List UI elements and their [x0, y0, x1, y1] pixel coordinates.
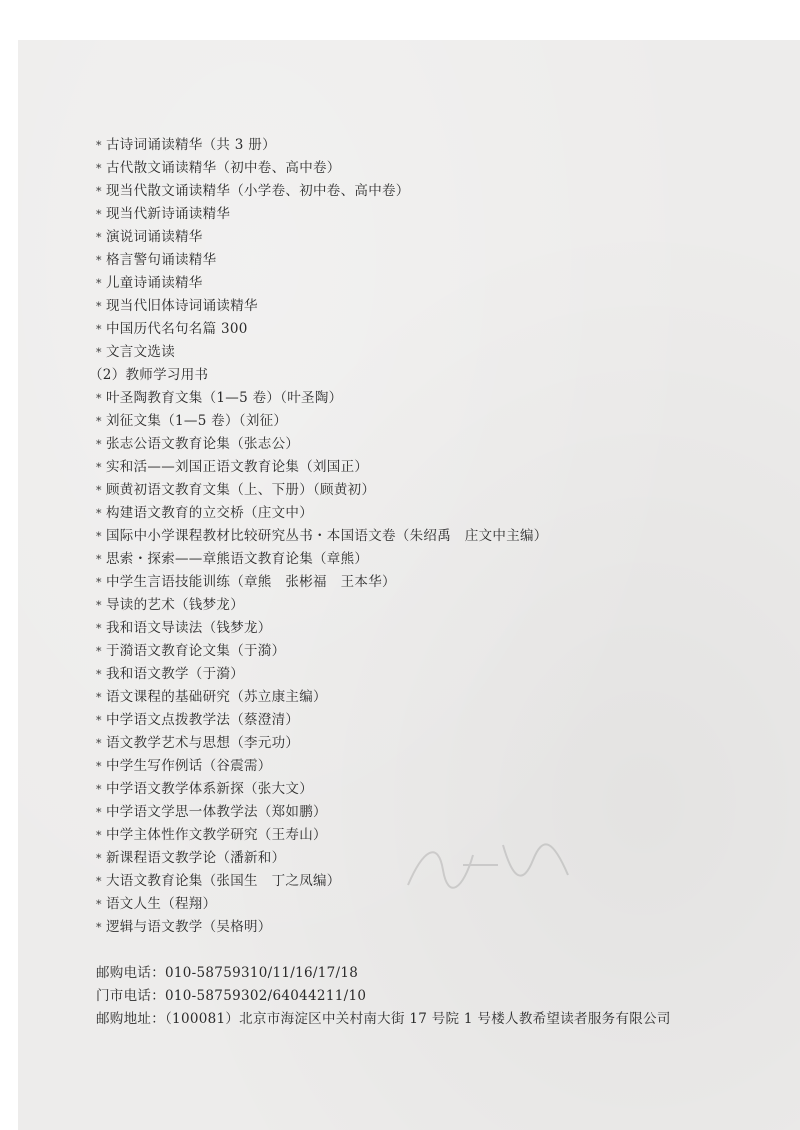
list-item: * 构建语文教育的立交桥（庄文中） — [96, 502, 548, 525]
list-item: * 顾黄初语文教育文集（上、下册）（顾黄初） — [96, 479, 548, 502]
list-item: * 儿童诗诵读精华 — [96, 272, 548, 295]
list-item: * 新课程语文教学论（潘新和） — [96, 847, 548, 870]
list-item: * 我和语文导读法（钱梦龙） — [96, 617, 548, 640]
list-item: * 国际中小学课程教材比较研究丛书・本国语文卷（朱绍禹 庄文中主编） — [96, 525, 548, 548]
section-heading: （2）教师学习用书 — [89, 367, 209, 383]
list-item: * 语文人生（程翔） — [96, 893, 548, 916]
list-item: * 格言警句诵读精华 — [96, 249, 548, 272]
mail-order-phone: 邮购电话：010-58759310/11/16/17/18 — [96, 965, 359, 981]
list-item: * 语文课程的基础研究（苏立康主编） — [96, 686, 548, 709]
list-item: * 中学生言语技能训练（章熊 张彬福 王本华） — [96, 571, 548, 594]
list-item: * 思索・探索——章熊语文教育论集（章熊） — [96, 548, 548, 571]
contact-info — [96, 962, 671, 1031]
list-item: * 中学主体性作文教学研究（王寿山） — [96, 824, 548, 847]
list-item: * 古代散文诵读精华（初中卷、高中卷） — [96, 157, 548, 180]
list-item: * 中学语文教学体系新探（张大文） — [96, 778, 548, 801]
store-phone: 门市电话：010-58759302/64044211/10 — [96, 988, 367, 1004]
list-item: * 现当代新诗诵读精华 — [96, 203, 548, 226]
list-item: * 现当代散文诵读精华（小学卷、初中卷、高中卷） — [96, 180, 548, 203]
book-list — [89, 134, 548, 939]
list-item: * 大语文教育论集（张国生 丁之凤编） — [96, 870, 548, 893]
list-item: * 中学语文学思一体教学法（郑如鹏） — [96, 801, 548, 824]
list-item: * 演说词诵读精华 — [96, 226, 548, 249]
list-item: * 张志公语文教育论集（张志公） — [96, 433, 548, 456]
list-item: * 语文教学艺术与思想（李元功） — [96, 732, 548, 755]
list-item: * 我和语文教学（于漪） — [96, 663, 548, 686]
list-item: * 中国历代名句名篇 300 — [96, 318, 548, 341]
list-item: * 中学语文点拨教学法（蔡澄清） — [96, 709, 548, 732]
list-item: * 文言文选读 — [96, 341, 548, 364]
list-item: * 现当代旧体诗词诵读精华 — [96, 295, 548, 318]
list-item: * 古诗词诵读精华（共 3 册） — [96, 134, 548, 157]
list-item: * 叶圣陶教育文集（1—5 卷）（叶圣陶） — [96, 387, 548, 410]
list-item: * 实和活——刘国正语文教育论集（刘国正） — [96, 456, 548, 479]
list-item: * 于漪语文教育论文集（于漪） — [96, 640, 548, 663]
list-item: * 中学生写作例话（谷震需） — [96, 755, 548, 778]
list-item: * 刘征文集（1—5 卷）（刘征） — [96, 410, 548, 433]
list-item: * 逻辑与语文教学（吴格明） — [96, 916, 548, 939]
mail-order-address: 邮购地址：（100081）北京市海淀区中关村南大街 17 号院 1 号楼人教希望读者服务有限公司 — [96, 1011, 671, 1027]
list-item: * 导读的艺术（钱梦龙） — [96, 594, 548, 617]
